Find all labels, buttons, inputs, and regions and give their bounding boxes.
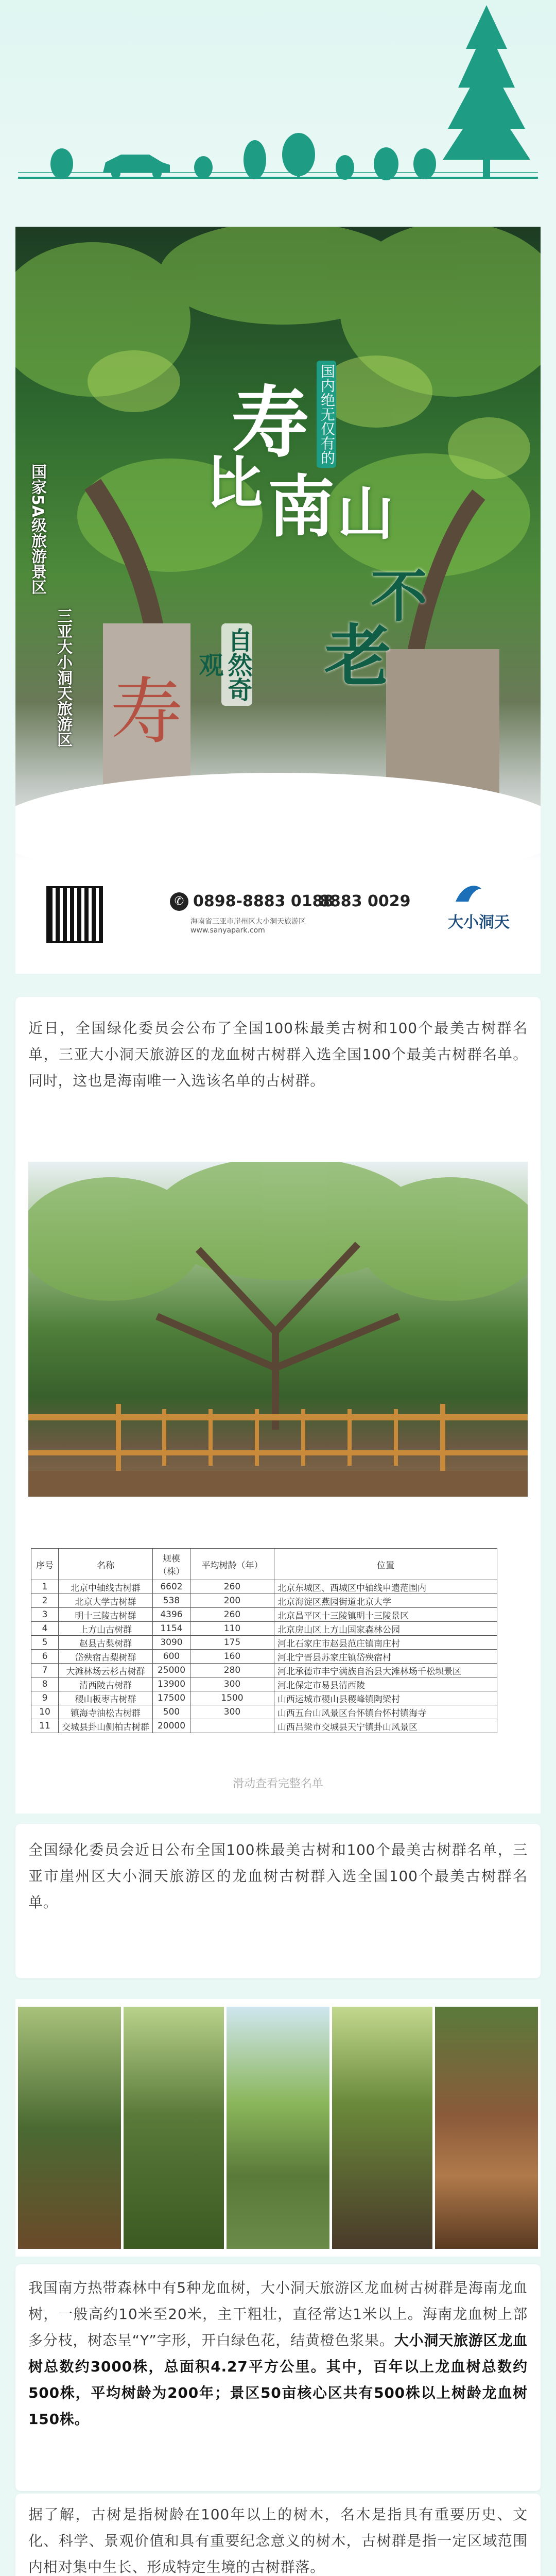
table-cell: 300: [190, 1677, 274, 1691]
section4-card: [15, 2494, 541, 2576]
title-char-6: 老: [324, 617, 392, 696]
pine-tree-icon: [443, 5, 530, 178]
table-cell: 1: [31, 1580, 59, 1594]
table-cell: 山西五台山风景区台怀镇台怀村镇海寺: [274, 1705, 497, 1719]
title-char-2: 比: [206, 450, 263, 516]
collage-photo-2: [124, 2007, 224, 2249]
table-cell: 河北承德市丰宁满族自治县大滩林场千松坝景区: [274, 1664, 497, 1677]
table-row: [31, 1622, 497, 1636]
table-cell: 山西运城市稷山县稷峰镇陶梁村: [274, 1691, 497, 1705]
table-cell: 160: [190, 1650, 274, 1664]
phone-number-2[interactable]: 8883 0029: [319, 892, 411, 910]
table-cell: 明十三陵古树群: [59, 1608, 153, 1622]
table-header: 位置: [274, 1549, 497, 1580]
table-caption: 滑动查看完整名单: [232, 1777, 323, 1790]
table-cell: 200: [190, 1594, 274, 1608]
table-header: 名称: [59, 1549, 153, 1580]
collage-photo-4: [332, 2007, 432, 2249]
table-row: [31, 1608, 497, 1622]
intro-text: 近日，全国绿化委员会公布了全国100株最美古树和100个最美古树群名单，三亚大小洞天旅游区的龙血树古树群入选全国100个最美古树群名单。同时，这也是海南唯一入选该名单的古树群。: [28, 1020, 528, 1089]
photo-collage: [15, 1999, 541, 2257]
table-cell: 大滩林场云杉古树群: [59, 1664, 153, 1677]
table-cell: 1500: [190, 1691, 274, 1705]
table-cell: 赵县古梨树群: [59, 1636, 153, 1650]
table-cell: 北京东城区、西城区中轴线申遗范围内: [274, 1580, 497, 1594]
phone-number-1[interactable]: 0898-8883 0188: [193, 892, 334, 910]
table-cell: [190, 1719, 274, 1733]
title-char-3: 南: [268, 467, 335, 546]
table-cell: 13900: [153, 1677, 190, 1691]
table-cell: 3: [31, 1608, 59, 1622]
table-cell: 300: [190, 1705, 274, 1719]
table-cell: 7: [31, 1664, 59, 1677]
poster-photo: [15, 227, 541, 860]
poster: [15, 227, 541, 974]
table-scroll-area[interactable]: [31, 1548, 525, 1759]
phone-icon: ✆: [170, 892, 188, 911]
section3-card: [15, 2264, 541, 2491]
table-cell: 600: [153, 1650, 190, 1664]
table-cell: 镇海寺油松古树群: [59, 1705, 153, 1719]
table-row: [31, 1691, 497, 1705]
tagline-vertical: 国内绝无仅有的: [317, 361, 336, 468]
table-cell: 山西吕梁市交城县天宁镇卦山风景区: [274, 1719, 497, 1733]
table-cell: 河北宁晋县苏家庄镇岱殃宿村: [274, 1650, 497, 1664]
table-cell: 河北石家庄市赵县范庄镇南庄村: [274, 1636, 497, 1650]
table-cell: 538: [153, 1594, 190, 1608]
grove-table: [31, 1548, 497, 1733]
small-tree-icon: [50, 133, 436, 180]
section3-normal: 我国南方热带森林中有5种龙血树，大小洞天旅游区龙血树古树群是海南龙血树，一般高约10米至20米，主干粗壮，直径常达1米以上。海南龙血树上部多分枝，树态呈“Y”字形，开白绿色花，结黄橙色浆果。: [28, 2279, 528, 2349]
table-header: 序号: [31, 1549, 59, 1580]
table-cell: 6: [31, 1650, 59, 1664]
table-header: 平均树龄（年）: [190, 1549, 274, 1580]
left-vertical-2: 三亚大小洞天旅游区: [54, 608, 72, 747]
table-cell: 500: [153, 1705, 190, 1719]
table-cell: 20000: [153, 1719, 190, 1733]
collage-photo-3: [227, 2007, 329, 2249]
title-char-5: 不: [371, 563, 427, 630]
table-cell: 280: [190, 1664, 274, 1677]
table-cell: 岱殃宿古梨树群: [59, 1650, 153, 1664]
table-cell: 北京昌平区十三陵镇明十三陵景区: [274, 1608, 497, 1622]
poster-address: 海南省三亚市崖州区大小洞天旅游区: [190, 918, 306, 926]
table-row: [31, 1636, 497, 1650]
intro-card: [15, 997, 541, 1172]
table-cell: 25000: [153, 1664, 190, 1677]
table-cell: 北京海淀区燕园街道北京大学: [274, 1594, 497, 1608]
dragon-tree-grove-photo: [28, 1162, 528, 1497]
header-banner: [0, 0, 556, 206]
svg-text:寿: 寿: [110, 670, 183, 754]
table-cell: 11: [31, 1719, 59, 1733]
table-cell: 4: [31, 1622, 59, 1636]
table-card: [15, 1525, 541, 1814]
table-row: [31, 1664, 497, 1677]
table-cell: 260: [190, 1608, 274, 1622]
collage-photo-1: [18, 2007, 121, 2249]
table-header-row: [31, 1549, 497, 1580]
poster-website[interactable]: www.sanyapark.com: [190, 926, 265, 935]
table-cell: 清西陵古树群: [59, 1677, 153, 1691]
section2-card: [15, 1824, 541, 1978]
table-header: 规模（株）: [153, 1549, 190, 1580]
collage-photo-5: [435, 2007, 538, 2249]
car-icon: [103, 155, 170, 178]
qr-code[interactable]: [46, 886, 103, 943]
table-cell: 175: [190, 1636, 274, 1650]
section3-bold: 大小洞天旅游区龙血树总数约3000株，总面积4.27平方公里。其中，百年以上龙血树总数约500株，平均树龄为200年；景区50亩核心区共有500株以上树龄龙血树150株。: [28, 2332, 528, 2428]
table-cell: 1154: [153, 1622, 190, 1636]
table-cell: 10: [31, 1705, 59, 1719]
table-row: [31, 1650, 497, 1664]
tree-photo-card: [15, 1154, 541, 1525]
section3-text: [28, 2275, 528, 2432]
table-row: [31, 1677, 497, 1691]
title-char-1: 寿: [232, 378, 309, 468]
table-cell: 8: [31, 1677, 59, 1691]
table-row: [31, 1580, 497, 1594]
table-row: [31, 1719, 497, 1733]
table-row: [31, 1705, 497, 1719]
section4-text: 据了解，古树是指树龄在100年以上的树木，名木是指具有重要历史、文化、科学、景观价值和具有重要纪念意义的树木，古树群是指一定区域范围内相对集中生长、形成特定生境的古树群落。: [28, 2506, 528, 2575]
table-cell: 5: [31, 1636, 59, 1650]
tagline-vertical-2: 自然奇观: [221, 623, 252, 706]
table-cell: 6602: [153, 1580, 190, 1594]
table-cell: 17500: [153, 1691, 190, 1705]
table-cell: 北京大学古树群: [59, 1594, 153, 1608]
table-cell: 河北保定市易县清西陵: [274, 1677, 497, 1691]
dolphin-logo-icon: [453, 881, 484, 907]
poster-title: [195, 294, 448, 706]
table-cell: 交城县卦山侧柏古树群: [59, 1719, 153, 1733]
title-char-4: 山: [337, 481, 394, 547]
skyline-illustration: [0, 0, 556, 206]
section2-text: 全国绿化委员会近日公布全国100株最美古树和100个最美古树群名单，三亚市崖州区大小洞天旅游区的龙血树古树群入选全国100个最美古树群名单。: [28, 1841, 528, 1911]
table-cell: 9: [31, 1691, 59, 1705]
table-row: [31, 1594, 497, 1608]
logo-text: 大小洞天: [448, 913, 510, 931]
table-cell: 北京中轴线古树群: [59, 1580, 153, 1594]
table-cell: 北京房山区上方山国家森林公园: [274, 1622, 497, 1636]
table-cell: 2: [31, 1594, 59, 1608]
table-cell: 4396: [153, 1608, 190, 1622]
table-cell: 110: [190, 1622, 274, 1636]
table-cell: 上方山古树群: [59, 1622, 153, 1636]
table-cell: 3090: [153, 1636, 190, 1650]
table-cell: 稷山板枣古树群: [59, 1691, 153, 1705]
left-vertical-1: 国家5A级旅游景区: [28, 464, 46, 595]
table-cell: 260: [190, 1580, 274, 1594]
